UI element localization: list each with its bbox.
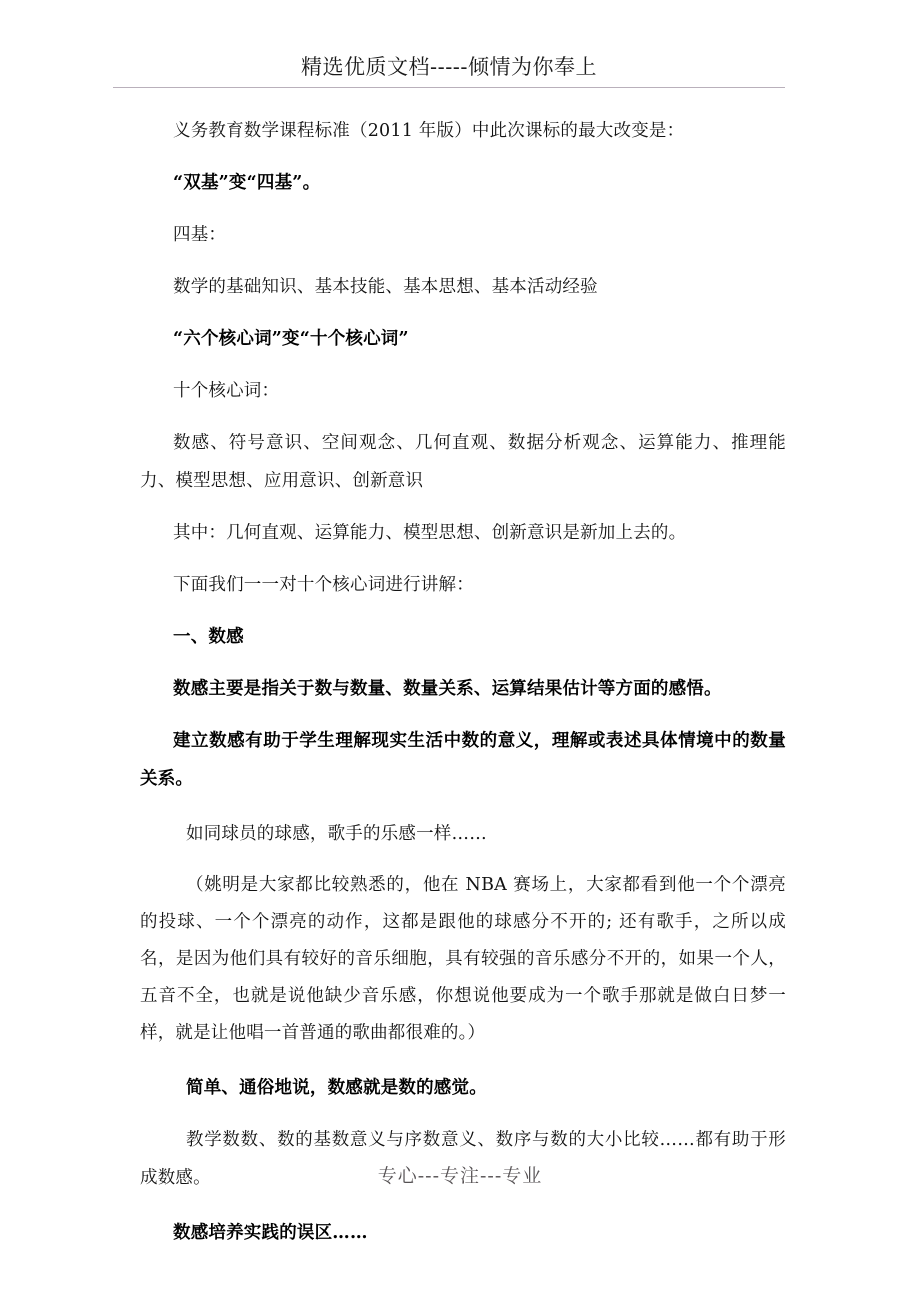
spacer: [140, 358, 786, 372]
paragraph-intro: 义务教育数学课程标准（2011 年版）中此次课标的最大改变是：: [173, 121, 685, 141]
spacer: [140, 853, 786, 867]
paragraph-number-sense-definition: 数感主要是指关于数与数量、数量关系、运算结果估计等方面的感悟。: [173, 679, 722, 699]
spacer: [140, 202, 786, 216]
heading-shuangji-to-siji: “双基”变“四基”。: [173, 173, 321, 193]
paragraph-ten-keywords-list: 数感、符号意识、空间观念、几何直观、数据分析观念、运算能力、推理能力、模型思想、应用意识、创新意识: [140, 433, 786, 491]
spacer: [140, 552, 786, 566]
paragraph-ten-keywords-label: 十个核心词：: [173, 381, 280, 401]
paragraph-analogy: 如同球员的球感，歌手的乐感一样……: [186, 824, 487, 844]
spacer: [140, 708, 786, 722]
spacer: [140, 798, 786, 815]
spacer: [140, 410, 786, 424]
spacer: [140, 254, 786, 268]
paragraph-newly-added-keywords: 其中：几何直观、运算能力、模型思想、创新意识是新加上去的。: [173, 523, 687, 543]
paragraph-explain-intro: 下面我们一一对十个核心词进行讲解：: [173, 575, 474, 595]
paragraph-siji-label: 四基：: [173, 225, 227, 245]
spacer: [140, 500, 786, 514]
page-footer: [0, 1162, 920, 1190]
paragraph-yaoming-example: （姚明是大家都比较熟悉的，他在 NBA 赛场上，大家都看到他一个个漂亮的投球、一个个漂亮的动作，这都是跟他的球感分不开的; 还有歌手，之所以成名，是因为他们具有较好的音乐细胞，具有较强的音乐感分不开的，如果一个人，五音不全，也就是说他缺少音乐感，你想说他要成为一个歌手那就是做白日梦一样，就是让他唱一首普通的歌曲都很难的。）: [140, 875, 786, 1043]
page-header: [113, 52, 785, 88]
header-title: 精选优质文档-----倾情为你奉上: [301, 55, 597, 79]
paragraph-number-sense-benefit: 建立数感有助于学生理解现实生活中数的意义，理解或表述具体情境中的数量关系。: [140, 731, 786, 789]
spacer: [140, 306, 786, 320]
spacer: [140, 656, 786, 670]
spacer: [140, 604, 786, 618]
spacer: [140, 1197, 786, 1214]
paragraph-teaching-methods: 教学数数、数的基数意义与序数意义、数序与数的大小比较……都有助于形成数感。: [140, 1130, 786, 1188]
spacer: [140, 1107, 786, 1121]
paragraph-siji-list: 数学的基础知识、基本技能、基本思想、基本活动经验: [173, 277, 598, 297]
heading-section-one-number-sense: 一、数感: [173, 627, 244, 647]
document-body: [140, 112, 786, 1252]
heading-six-to-ten-keywords: “六个核心词”变“十个核心词”: [173, 329, 409, 349]
spacer: [140, 150, 786, 164]
header-divider: [113, 87, 785, 88]
footer-text: 专心---专注---专业: [377, 1165, 543, 1187]
heading-number-sense-pitfalls: 数感培养实践的误区……: [173, 1223, 368, 1243]
spacer: [140, 1052, 786, 1069]
paragraph-number-sense-simple: 简单、通俗地说，数感就是数的感觉。: [186, 1078, 487, 1098]
